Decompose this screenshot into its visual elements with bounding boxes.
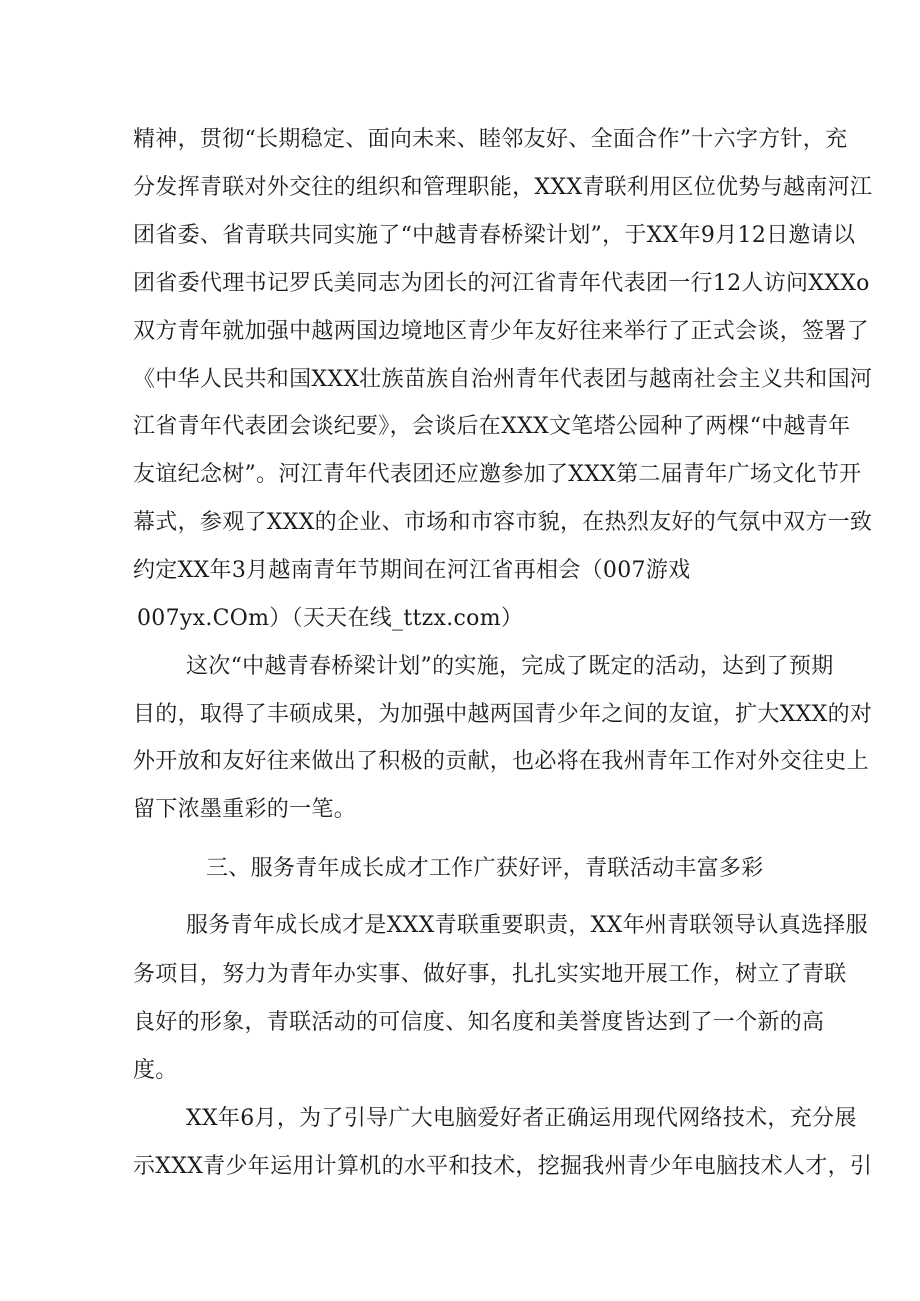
section-heading: 三、服务青年成长成才工作广获好评，青联活动丰富多彩 bbox=[206, 856, 764, 881]
paragraph-first-line: XX年6月，为了引导广大电脑爱好者正确运用现代网络技术，充分展 bbox=[186, 1106, 857, 1131]
paragraph-line: 示XXX青少年运用计算机的水平和技术，挖掘我州青少年电脑技术人才，引 bbox=[133, 1154, 873, 1179]
paragraph-line: 精神，贯彻“长期稳定、面向未来、睦邻友好、全面合作”十六字方针，充 bbox=[133, 127, 848, 152]
paragraph-line: 团省委、省青联共同实施了“中越青春桥梁计划”，于XX年9月12日邀请以 bbox=[133, 223, 856, 248]
paragraph-line: 务项目，努力为青年办实事、做好事，扎扎实实地开展工作，树立了青联 bbox=[133, 962, 847, 987]
paragraph-line: 留下浓墨重彩的一笔。 bbox=[133, 797, 357, 822]
paragraph-first-line: 这次“中越青春桥梁计划”的实施，完成了既定的活动，达到了预期 bbox=[186, 654, 834, 679]
paragraph-line: 度。 bbox=[133, 1058, 178, 1083]
paragraph-line: 007yx.COm）（天天在线_ttzx.com） bbox=[137, 606, 524, 631]
paragraph-line: 江省青年代表团会谈纪要》，会谈后在XXX文笔塔公园种了两棵“中越青年 bbox=[133, 414, 851, 439]
paragraph-line: 良好的形象，青联活动的可信度、知名度和美誉度皆达到了一个新的高 bbox=[133, 1010, 825, 1035]
paragraph-line: 目的，取得了丰硕成果，为加强中越两国青少年之间的友谊，扩大XXX的对 bbox=[133, 702, 873, 727]
paragraph-line: 双方青年就加强中越两国边境地区青少年友好往来举行了正式会谈，签署了 bbox=[133, 319, 869, 344]
paragraph-line: 外开放和友好往来做出了积极的贡献，也必将在我州青年工作对外交往史上 bbox=[133, 749, 869, 774]
paragraph-first-line: 服务青年成长成才是XXX青联重要职责，XX年州青联领导认真选择服 bbox=[186, 913, 868, 938]
paragraph-line: 《中华人民共和国XXX壮族苗族自治州青年代表团与越南社会主义共和国河 bbox=[133, 367, 873, 392]
paragraph-line: 幕式，参观了XXX的企业、市场和市容市貌，在热烈友好的气氛中双方一致 bbox=[133, 510, 873, 535]
paragraph-line: 团省委代理书记罗氏美同志为团长的河江省青年代表团一行12人访问XXXo bbox=[133, 271, 870, 296]
paragraph-line: 分发挥青联对外交往的组织和管理职能，XXX青联利用区位优势与越南河江 bbox=[133, 175, 873, 200]
paragraph-line: 友谊纪念树”。河江青年代表团还应邀参加了XXX第二届青年广场文化节开 bbox=[133, 462, 862, 487]
paragraph-line: 约定XX年3月越南青年节期间在河江省再相会（007游戏 bbox=[133, 558, 691, 583]
